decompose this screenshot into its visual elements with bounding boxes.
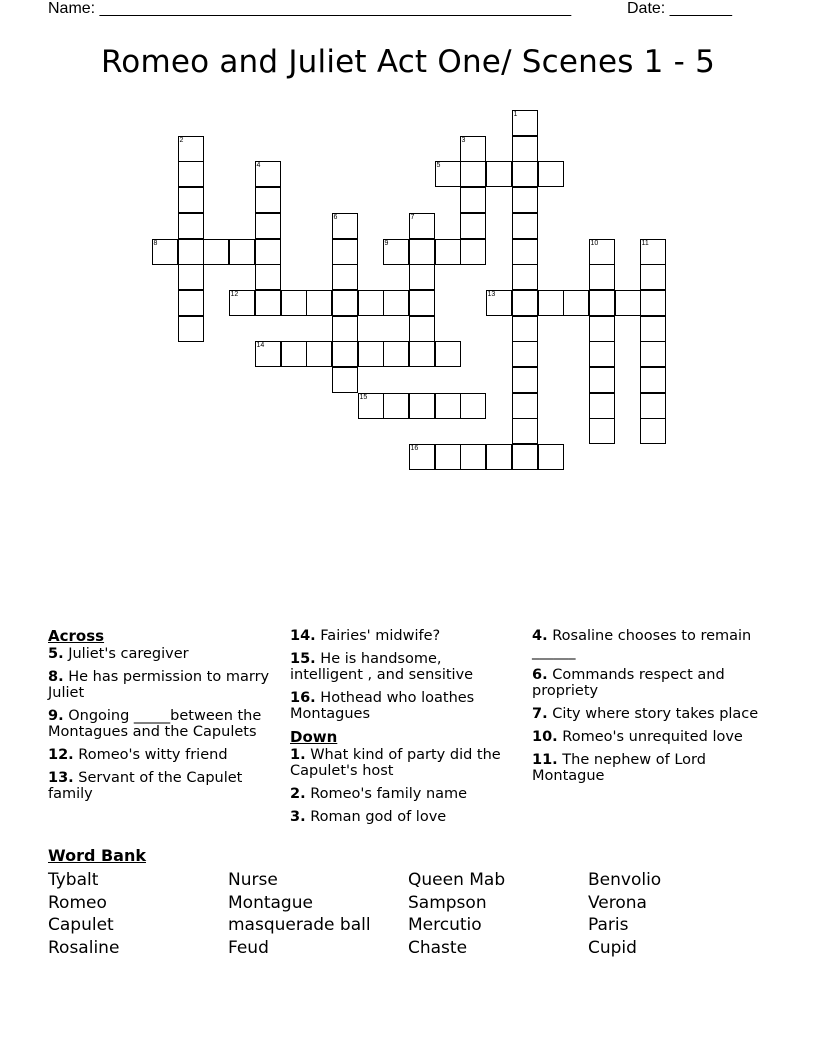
crossword-cell[interactable] <box>512 110 538 136</box>
clue-number: 7 <box>410 213 415 221</box>
crossword-cell[interactable] <box>460 136 486 162</box>
clue-number: 3 <box>461 136 466 144</box>
crossword-cell[interactable] <box>383 290 409 316</box>
word-bank-item: Chaste <box>408 937 468 958</box>
crossword-cell[interactable] <box>409 264 435 290</box>
crossword-cell[interactable] <box>460 213 486 239</box>
crossword-cell[interactable] <box>512 316 538 342</box>
clue-number: 16 <box>410 444 419 452</box>
crossword-cell[interactable] <box>460 239 486 265</box>
word-bank-column-1 <box>48 869 119 959</box>
crossword-cell[interactable] <box>332 367 358 393</box>
crossword-cell[interactable] <box>255 264 281 290</box>
clue-across-5: 5. Juliet's caregiver <box>48 646 189 662</box>
crossword-cell[interactable] <box>332 213 358 239</box>
clue-number: 4 <box>256 161 261 169</box>
crossword-cell[interactable] <box>332 239 358 265</box>
clue-across-8: 8. He has permission to marry Juliet <box>48 669 270 701</box>
crossword-cell[interactable] <box>229 290 255 316</box>
crossword-cell[interactable] <box>383 393 409 419</box>
name-line: Name: _____________________________________________________ <box>48 0 572 17</box>
page-title: Romeo and Juliet Act One/ Scenes 1 - 5 <box>100 44 716 80</box>
clue-number: 11 <box>641 239 649 247</box>
crossword-cell[interactable] <box>255 187 281 213</box>
crossword-cell[interactable] <box>589 239 615 265</box>
crossword-cell[interactable] <box>435 444 461 470</box>
crossword-cell[interactable] <box>512 213 538 239</box>
crossword-cell[interactable] <box>640 264 666 290</box>
crossword-cell[interactable] <box>306 290 332 316</box>
clue-down-6: 6. Commands respect and propriety <box>532 667 725 699</box>
crossword-cell[interactable] <box>435 161 461 187</box>
word-bank-item: Sampson <box>408 892 487 913</box>
crossword-cell[interactable] <box>178 316 204 342</box>
crossword-cell[interactable] <box>460 187 486 213</box>
crossword-cell[interactable] <box>640 418 666 444</box>
crossword-cell[interactable] <box>178 290 204 316</box>
crossword-cell[interactable] <box>512 264 538 290</box>
crossword-cell[interactable] <box>178 239 204 265</box>
crossword-cell[interactable] <box>203 239 229 265</box>
clue-down-10: 10. Romeo's unrequited love <box>532 729 743 745</box>
clue-across-13: 13. Servant of the Capulet family <box>48 770 243 802</box>
clue-across-12: 12. Romeo's witty friend <box>48 747 228 763</box>
crossword-cell[interactable] <box>512 418 538 444</box>
crossword-cell[interactable] <box>615 290 641 316</box>
clue-down-2: 2. Romeo's family name <box>290 786 468 802</box>
crossword-cell[interactable] <box>538 444 564 470</box>
word-bank-item: Feud <box>228 937 269 958</box>
crossword-cell[interactable] <box>281 341 307 367</box>
clue-down-3: 3. Roman god of love <box>290 809 447 825</box>
clue-number: 10 <box>590 239 599 247</box>
crossword-cell[interactable] <box>512 393 538 419</box>
crossword-cell[interactable] <box>178 161 204 187</box>
across-heading: Across <box>48 627 105 645</box>
word-bank-item: Rosaline <box>48 937 120 958</box>
crossword-cell[interactable] <box>358 393 384 419</box>
clue-number: 12 <box>230 290 239 298</box>
crossword-cell[interactable] <box>255 341 281 367</box>
word-bank-item: Montague <box>228 892 313 913</box>
crossword-cell[interactable] <box>358 290 384 316</box>
crossword-cell[interactable] <box>512 290 538 316</box>
crossword-cell[interactable] <box>538 161 564 187</box>
crossword-cell[interactable] <box>229 239 255 265</box>
word-bank-item: Mercutio <box>408 915 482 935</box>
crossword-cell[interactable] <box>178 187 204 213</box>
crossword-cell[interactable] <box>640 341 666 367</box>
clue-number: 1 <box>513 110 518 118</box>
crossword-cell[interactable] <box>255 161 281 187</box>
word-bank-item: Nurse <box>228 870 278 890</box>
clues-column-3 <box>532 628 767 791</box>
crossword-cell[interactable] <box>409 239 435 265</box>
crossword-cell[interactable] <box>306 341 332 367</box>
clue-across-14: 14. Fairies' midwife? <box>290 628 441 644</box>
clue-down-1: 1. What kind of party did the Capulet's host <box>290 747 501 779</box>
crossword-cell[interactable] <box>563 290 589 316</box>
crossword-cell[interactable] <box>435 393 461 419</box>
crossword-cell[interactable] <box>640 393 666 419</box>
clue-number: 15 <box>359 393 368 401</box>
word-bank-column-2 <box>228 869 371 959</box>
clues-column-1 <box>48 628 273 809</box>
clue-down-4: 4. Rosaline chooses to remain ______ <box>532 628 752 660</box>
crossword-cell[interactable] <box>435 341 461 367</box>
crossword-cell[interactable] <box>512 187 538 213</box>
word-bank-item: Verona <box>588 892 647 913</box>
clue-number: 8 <box>153 239 158 247</box>
crossword-cell[interactable] <box>409 341 435 367</box>
crossword-cell[interactable] <box>589 341 615 367</box>
clue-number: 13 <box>487 290 496 298</box>
crossword-cell[interactable] <box>640 290 666 316</box>
crossword-cell[interactable] <box>332 264 358 290</box>
crossword-cell[interactable] <box>512 136 538 162</box>
crossword-cell[interactable] <box>332 341 358 367</box>
word-bank-heading: Word Bank <box>48 846 147 865</box>
crossword-cell[interactable] <box>178 136 204 162</box>
crossword-cell[interactable] <box>486 444 512 470</box>
down-heading: Down <box>290 728 338 746</box>
crossword-cell[interactable] <box>589 393 615 419</box>
clue-across-9: 9. Ongoing _____between the Montagues and the Capulets <box>48 708 262 740</box>
clue-down-11: 11. The nephew of Lord Montague <box>532 752 706 784</box>
crossword-cell[interactable] <box>640 239 666 265</box>
crossword-cell[interactable] <box>383 239 409 265</box>
crossword-cell[interactable] <box>589 290 615 316</box>
crossword-cell[interactable] <box>255 213 281 239</box>
crossword-cell[interactable] <box>332 290 358 316</box>
crossword-cell[interactable] <box>486 290 512 316</box>
word-bank-item: Paris <box>588 915 629 935</box>
word-bank-column-4 <box>588 869 661 959</box>
crossword-cell[interactable] <box>178 264 204 290</box>
crossword-cell[interactable] <box>255 239 281 265</box>
crossword-cell[interactable] <box>512 444 538 470</box>
crossword-cell[interactable] <box>512 161 538 187</box>
crossword-cell[interactable] <box>178 213 204 239</box>
crossword-cell[interactable] <box>409 290 435 316</box>
crossword-cell[interactable] <box>460 444 486 470</box>
crossword-cell[interactable] <box>512 341 538 367</box>
crossword-cell[interactable] <box>409 444 435 470</box>
crossword-cell[interactable] <box>589 264 615 290</box>
crossword-cell[interactable] <box>409 213 435 239</box>
word-bank-item: Benvolio <box>588 870 662 890</box>
word-bank-item: Tybalt <box>48 870 99 890</box>
crossword-cell[interactable] <box>460 393 486 419</box>
word-bank-column-3 <box>408 869 505 959</box>
crossword-cell[interactable] <box>152 239 178 265</box>
word-bank-item: Romeo <box>48 892 107 913</box>
crossword-cell[interactable] <box>512 239 538 265</box>
crossword-cell[interactable] <box>512 367 538 393</box>
crossword-cell[interactable] <box>255 290 281 316</box>
crossword-cell[interactable] <box>589 418 615 444</box>
word-bank-item: Capulet <box>48 915 114 935</box>
word-bank-item: Cupid <box>588 937 637 958</box>
crossword-cell[interactable] <box>640 316 666 342</box>
crossword-cell[interactable] <box>589 367 615 393</box>
crossword-cell[interactable] <box>640 367 666 393</box>
clue-across-15: 15. He is handsome, intelligent , and sensitive <box>290 651 474 683</box>
word-bank-item: Queen Mab <box>408 870 506 890</box>
word-bank-item: masquerade ball <box>228 915 371 935</box>
crossword-cell[interactable] <box>383 341 409 367</box>
crossword-cell[interactable] <box>281 290 307 316</box>
clues-column-2 <box>290 628 505 832</box>
crossword-cell[interactable] <box>409 316 435 342</box>
clue-across-16: 16. Hothead who loathes Montagues <box>290 690 475 722</box>
crossword-cell[interactable] <box>460 161 486 187</box>
crossword-cell[interactable] <box>409 393 435 419</box>
clue-number: 2 <box>179 136 184 144</box>
crossword-cell[interactable] <box>538 290 564 316</box>
clue-number: 14 <box>256 341 265 349</box>
crossword-cell[interactable] <box>486 161 512 187</box>
clue-number: 6 <box>333 213 338 221</box>
clue-number: 9 <box>384 239 389 247</box>
clue-down-7: 7. City where story takes place <box>532 706 759 722</box>
crossword-cell[interactable] <box>358 341 384 367</box>
crossword-cell[interactable] <box>332 316 358 342</box>
crossword-cell[interactable] <box>435 239 461 265</box>
date-line: Date: _______ <box>627 0 732 17</box>
crossword-cell[interactable] <box>589 316 615 342</box>
clue-number: 5 <box>436 161 441 169</box>
